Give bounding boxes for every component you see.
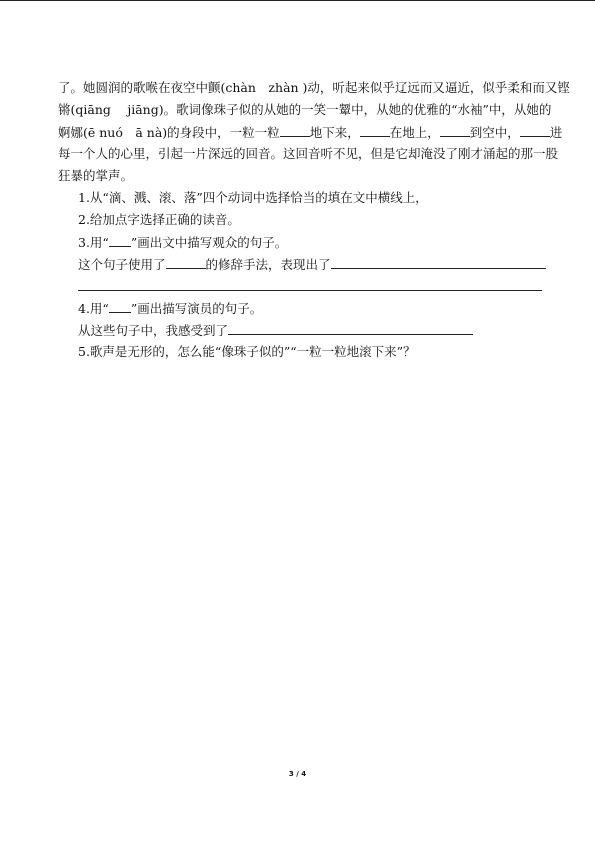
verb-blank-1[interactable] — [280, 124, 310, 137]
top-border-line — [0, 0, 595, 1]
question-1 — [78, 190, 428, 206]
question-3 — [78, 234, 287, 251]
passage-text: 进 — [549, 125, 563, 140]
verb-blank-2[interactable] — [360, 124, 390, 137]
answer-prompt: 这个句子使用了 — [78, 257, 166, 272]
passage-text: 锵(qiāng jiāng)。歌词像珠子似的从她的一笑一颦中，从她的优雅的“水袖”中，从她的 — [58, 102, 552, 117]
passage-line-1 — [58, 80, 570, 96]
answer-rule-line[interactable] — [78, 290, 542, 291]
page-number: 3 / 4 — [288, 770, 307, 778]
question-3-text: 3.用“ — [78, 235, 109, 250]
passage-text: 到空中， — [469, 125, 520, 140]
passage-line-3 — [58, 124, 562, 141]
feeling-blank[interactable] — [228, 322, 473, 335]
question-5 — [78, 344, 416, 360]
answer-prompt: 从这些句子中，我感受到了 — [78, 323, 229, 338]
passage-text: 狂暴的掌声。 — [58, 168, 134, 183]
passage-text: 地下来， — [309, 125, 360, 140]
passage-line-2 — [58, 102, 551, 118]
underline-symbol — [109, 300, 131, 313]
verb-blank-3[interactable] — [440, 124, 470, 137]
passage-line-5 — [58, 168, 133, 184]
question-5-text: 5.歌声是无形的，怎么能“像珠子似的”“一粒一粒地滚下来”？ — [78, 344, 416, 359]
passage-text: 了。她圆润的歌喉在夜空中颤(chàn zhàn )动，听起来似乎辽远而又逼近，似乎柔和而又铿 — [58, 80, 570, 95]
answer-prompt: 的修辞手法，表现出了 — [205, 257, 331, 272]
question-4-answer-line — [78, 322, 473, 339]
question-2 — [78, 212, 240, 228]
passage-text: 在地上， — [389, 125, 440, 140]
question-1-text: 1.从“滴、溅、滚、落”四个动词中选择恰当的填在文中横线上， — [78, 190, 428, 205]
passage-text: 婀娜(ē nuó ā nà)的身段中，一粒一粒 — [58, 125, 280, 140]
question-2-text: 2.给加点字选择正确的读音。 — [78, 212, 240, 227]
rhetoric-blank[interactable] — [166, 256, 206, 269]
verb-blank-4[interactable] — [520, 124, 550, 137]
passage-text: 每一个人的心里，引起一片深远的回音。这回音听不见，但是它却淹没了刚才涌起的那一股 — [58, 146, 559, 161]
question-4-text: 4.用“ — [78, 301, 109, 316]
passage-line-4 — [58, 146, 558, 162]
question-3-text: ”画出文中描写观众的句子。 — [130, 235, 288, 250]
underline-symbol — [109, 234, 131, 247]
question-4-text: ”画出描写演员的句子。 — [130, 301, 263, 316]
question-4 — [78, 300, 262, 317]
effect-blank[interactable] — [331, 256, 546, 269]
question-3-answer-line — [78, 256, 546, 273]
